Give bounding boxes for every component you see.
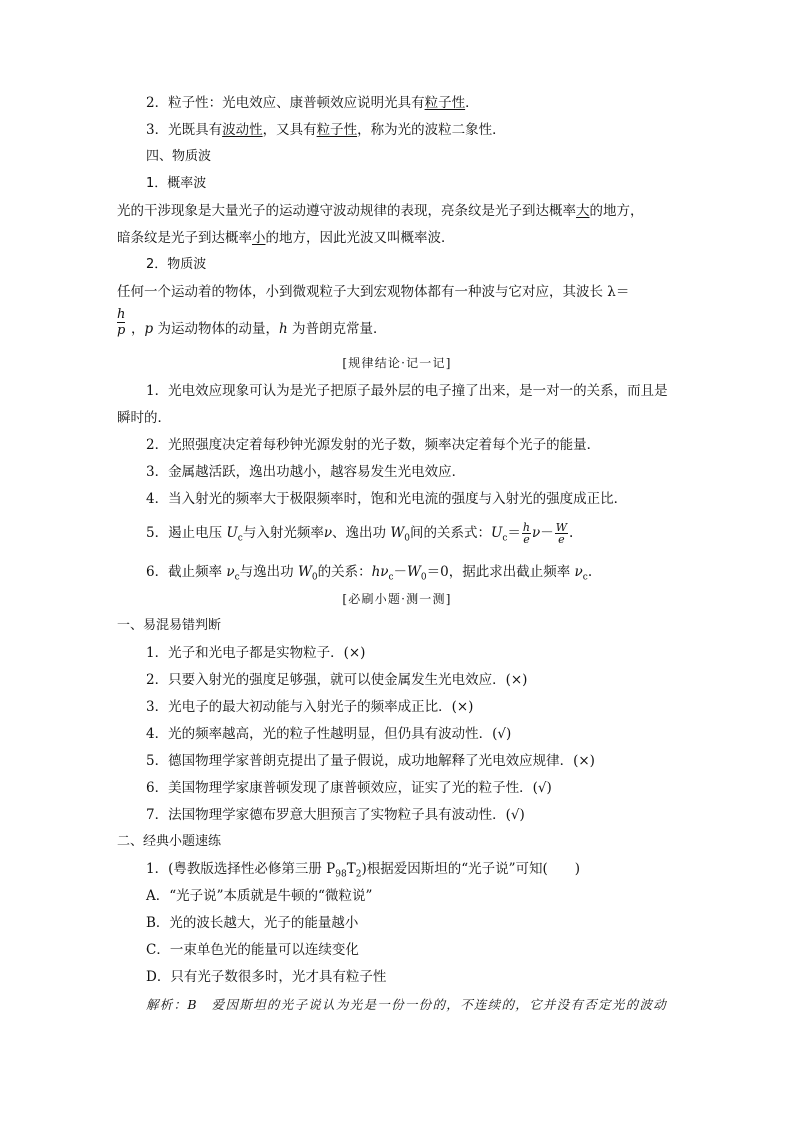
option-c: C．一束单色光的能量可以连续变化: [146, 942, 359, 958]
text: 与入射光频率: [242, 525, 324, 541]
fraction-h-over-e: [522, 522, 531, 545]
underlined-term: 大: [576, 203, 590, 219]
subscript: c: [237, 533, 243, 544]
wave-particle-duality-line: [146, 121, 506, 139]
symbol: p: [144, 321, 154, 337]
symbol: ν: [323, 525, 333, 541]
text: .: [587, 564, 593, 580]
judgement-item: 7．法国物理学家德布罗意大胆预言了实物粒子具有波动性．(√): [146, 807, 525, 823]
text: ．: [465, 95, 479, 111]
text: 、逸出功: [332, 525, 391, 541]
underlined-term: 粒子性: [316, 122, 358, 138]
rule-6: [146, 563, 592, 587]
text: 与逸出功: [239, 564, 298, 580]
judgement-item: 4．光的频率越高，光的粒子性越明显，但仍具有波动性．(√): [146, 726, 512, 742]
underlined-term: 波动性: [222, 122, 263, 138]
subscript: 98: [335, 869, 347, 880]
rule-3: 3．金属越活跃，逸出功越小，越容易发生光电效应．: [146, 464, 466, 480]
symbol: ν: [226, 564, 235, 580]
probability-wave-para-line1: [117, 202, 644, 220]
text: T: [346, 861, 356, 877]
subscript: c: [502, 533, 508, 544]
wavelength-fraction: [117, 307, 125, 338]
text: 1．(粤教版选择性必修第三册 P: [146, 861, 336, 877]
text: 5．遏止电压: [146, 525, 227, 541]
text: 光的干涉现象是大量光子的运动遵守波动规律的表现，亮条纹是光子到达概率: [117, 203, 576, 219]
symbol: W: [407, 564, 421, 580]
fraction-numerator: h: [522, 521, 530, 534]
rules-heading: [规律结论·记一记]: [342, 356, 452, 370]
rule-1-line2: 瞬时的．: [117, 410, 171, 426]
judgement-item: 2．只要入射光的强度足够强，就可以使金属发生光电效应．(×): [146, 672, 528, 688]
symbol: ν: [532, 525, 541, 541]
analysis-text: 解析：B 爱因斯坦的光子说认为光是一份一份的，不连续的，它并没有否定光的波动: [146, 997, 668, 1012]
fraction-denominator: p: [117, 323, 126, 338]
symbol: U: [226, 525, 238, 541]
text: 的地方，因此光波又叫概率波．: [265, 230, 455, 246]
text: －: [393, 564, 408, 580]
quiz-part2-heading: 二、经典小题速练: [117, 834, 222, 849]
symbol: W: [297, 564, 312, 580]
judgement-item: 5．德国物理学家普朗克提出了量子假说，成功地解释了光电效应规律．(×): [146, 753, 595, 769]
subheading-matter-wave: 2．物质波: [146, 257, 207, 272]
judgement-item: 6．美国物理学家康普顿发现了康普顿效应，证实了光的粒子性．(√): [146, 780, 552, 796]
rule-5: [146, 520, 573, 552]
text: 2．粒子性：光电效应、康普顿效应说明光具有: [146, 95, 425, 111]
fraction-numerator: h: [117, 307, 126, 322]
subheading-probability-wave: 1．概率波: [146, 176, 207, 191]
text: 3．光既具有: [146, 122, 223, 138]
subscript: c: [582, 572, 588, 583]
text: ＝0，据此求出截止频率: [426, 564, 575, 580]
option-d: D．只有光子数很多时，光才具有粒子性: [146, 969, 387, 985]
option-b: B．光的波长越大，光子的能量越小: [146, 915, 359, 931]
rule-1-line1: 1．光电效应现象可认为是光子把原子最外层的电子撞了出来，是一对一的关系，而且是: [146, 383, 668, 399]
option-a: A．“光子说”本质就是牛顿的“微粒说”: [146, 888, 373, 904]
text: 间的关系式：: [409, 525, 491, 541]
text: 的关系：: [317, 564, 372, 580]
matter-wave-para-line1: 任何一个运动着的物体，小到微观粒子大到宏观物体都有一种波与它对应，其波长 λ＝: [117, 284, 630, 300]
fraction-denominator: e: [558, 533, 565, 546]
text: 为普朗克常量．: [287, 321, 387, 337]
symbol: h: [278, 321, 288, 337]
text: ，: [131, 321, 145, 337]
symbol: hν: [371, 564, 389, 580]
subscript: 2: [355, 869, 362, 880]
text: ，又具有: [262, 122, 317, 138]
text: 6．截止频率: [146, 564, 227, 580]
quiz-part1-heading: 一、易混易错判断: [117, 618, 222, 633]
judgement-item: 1．光子和光电子都是实物粒子．(×): [146, 645, 366, 661]
text: 暗条纹是光子到达概率: [117, 230, 252, 246]
section-heading-matter-wave: 四、物质波: [146, 149, 212, 164]
text: 的地方，: [589, 203, 644, 219]
particle-nature-line: [146, 94, 479, 112]
text: 为运动物体的动量，: [153, 321, 279, 337]
subscript: c: [234, 572, 240, 583]
subscript: 0: [311, 572, 318, 583]
underlined-term: 小: [252, 230, 266, 246]
judgement-item: 3．光电子的最大初动能与入射光子的频率成正比．(×): [146, 699, 474, 715]
text: )根据爱因斯坦的“光子说”可知( ): [361, 861, 581, 877]
text: －: [540, 525, 554, 541]
subscript: c: [388, 572, 394, 583]
quiz-heading: [必刷小题·测一测]: [342, 592, 452, 606]
rule-4: 4．当入射光的频率大于极限频率时，饱和光电流的强度与入射光的强度成正比．: [146, 491, 628, 507]
fraction-denominator: e: [523, 533, 530, 546]
rule-2: 2．光照强度决定着每秒钟光源发射的光子数，频率决定着每个光子的能量．: [146, 437, 601, 453]
symbol: ν: [574, 564, 583, 580]
underlined-term: 粒子性: [424, 95, 466, 111]
text: ＝: [507, 525, 521, 541]
matter-wave-para-line2: [131, 320, 386, 338]
question-1-stem: [146, 860, 580, 884]
probability-wave-para-line2: [117, 229, 455, 247]
symbol: W: [390, 525, 405, 541]
fraction-numerator: W: [555, 521, 568, 534]
text: .: [569, 525, 574, 541]
fraction-w-over-e: [555, 522, 568, 545]
text: ，称为光的波粒二象性．: [357, 122, 506, 138]
subscript: 0: [404, 533, 410, 544]
subscript: 0: [420, 572, 427, 583]
symbol: U: [490, 525, 503, 541]
